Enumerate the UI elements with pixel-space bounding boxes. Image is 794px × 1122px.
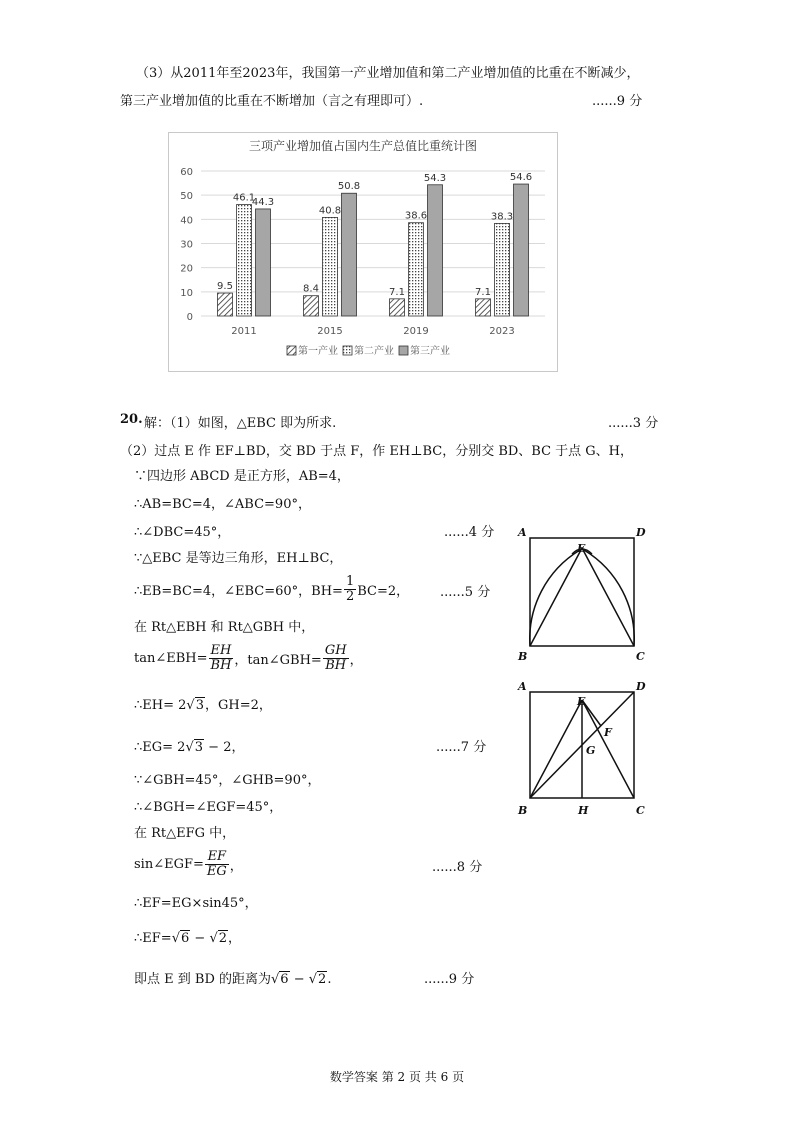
q20-line10: ∴EH= 2√3，GH=2， xyxy=(134,698,272,713)
y-tick-label: 0 xyxy=(186,312,193,323)
bar-chart xyxy=(168,132,558,372)
q20-line17-a: ∴EF= xyxy=(134,931,172,946)
q20-score1: ......3 分 xyxy=(608,416,659,431)
bar xyxy=(428,185,443,316)
data-label: 9.5 xyxy=(217,281,233,293)
q20-line15-b: ， xyxy=(229,858,243,874)
q20-line6: ∵△EBC 是等边三角形，EH⊥BC， xyxy=(134,551,343,566)
eg-den: EG xyxy=(206,863,227,879)
q20-line9-a: tan∠EBH= xyxy=(134,650,208,666)
bh-den: BH xyxy=(210,657,232,673)
q20-line7-a: ∴EB=BC=4，∠EBC=60°，BH= xyxy=(134,583,343,599)
y-tick-label: 10 xyxy=(180,287,193,299)
q20-score9: ......9 分 xyxy=(424,972,475,987)
fig2-label-c: C xyxy=(636,804,645,817)
q20-line17-minus: − xyxy=(190,931,210,946)
bar xyxy=(237,205,252,316)
x-tick-label: 2011 xyxy=(231,326,257,337)
chart-title: 三项产业增加值占国内生产总值比重统计图 xyxy=(248,139,478,153)
data-label: 44.3 xyxy=(251,196,275,208)
fig2-label-g: G xyxy=(586,744,596,757)
q20-line5: ∴∠DBC=45°， xyxy=(134,525,231,540)
gh-bh-fraction xyxy=(323,644,349,672)
half-num: 1 xyxy=(345,573,355,589)
data-label: 38.3 xyxy=(490,211,514,223)
page-footer: 数学答案 第 2 页 共 6 页 xyxy=(329,1070,465,1084)
q20-line18-a: 即点 E 到 BD 的距离为 xyxy=(134,972,271,987)
q20-line11-b: − 2， xyxy=(204,740,245,755)
q20-line17-b: ， xyxy=(228,931,242,946)
y-tick-label: 50 xyxy=(180,191,193,203)
q20-line11-a: ∴EG= 2 xyxy=(134,740,186,755)
legend-label: 第一产业 xyxy=(298,346,338,357)
q20-line17: ∴EF=√6 − √2， xyxy=(134,931,242,946)
figure-2 xyxy=(514,676,650,822)
q20-score7: ......7 分 xyxy=(436,740,487,755)
q20-line9-b: ，tan∠GBH= xyxy=(234,652,322,668)
sqrt3-radicand-2: 3 xyxy=(194,740,204,755)
q20-line11: ∴EG= 2√3 − 2， xyxy=(134,740,245,755)
data-label: 50.8 xyxy=(337,181,361,193)
q20-score4: ......4 分 xyxy=(444,525,495,540)
q20-line1: 解：（1）如图，△EBC 即为所求. xyxy=(144,416,337,431)
q20-line7-b: BC=2， xyxy=(357,583,410,599)
fig2-label-d: D xyxy=(636,680,646,693)
q20-line3: ∵四边形 ABCD 是正方形，AB=4， xyxy=(134,469,350,484)
bar xyxy=(218,293,233,316)
ef-eg-fraction xyxy=(205,850,229,878)
part3-score: ......9 分 xyxy=(592,94,643,109)
data-label: 38.6 xyxy=(404,210,428,222)
data-label: 7.1 xyxy=(389,286,405,298)
q20-line9 xyxy=(134,640,363,676)
y-tick-label: 20 xyxy=(180,263,193,275)
figure-1 xyxy=(514,524,646,664)
gh-num: GH xyxy=(324,642,347,658)
half-fraction xyxy=(344,575,356,603)
fig1-label-c: C xyxy=(636,650,645,663)
q20-line10-a: ∴EH= 2 xyxy=(134,698,187,713)
fig1-label-b: B xyxy=(518,650,528,663)
fig1-label-e: E xyxy=(577,542,586,555)
bar xyxy=(476,299,491,316)
eh-num: EH xyxy=(209,644,234,659)
q20-line18-b: . xyxy=(327,972,332,987)
q20-line7 xyxy=(134,572,409,606)
x-tick-label: 2023 xyxy=(489,326,515,337)
half-den: 2 xyxy=(345,588,355,604)
fig1-label-a: A xyxy=(518,526,527,539)
legend-swatch xyxy=(399,346,408,355)
q20-line18: 即点 E 到 BD 的距离为√6 − √2. xyxy=(134,972,332,987)
q20-line9-c: ， xyxy=(349,652,363,668)
bar xyxy=(323,217,338,316)
sqrt6-radicand-2: 6 xyxy=(280,972,289,987)
fig2-label-b: B xyxy=(518,804,528,817)
y-tick-label: 30 xyxy=(180,239,193,251)
fig1-label-d: D xyxy=(636,526,646,539)
q20-score8: ......8 分 xyxy=(432,860,483,875)
sqrt2-radicand-2: 2 xyxy=(318,972,327,987)
bar xyxy=(256,209,271,316)
bar xyxy=(495,223,510,316)
fig2-side-eb xyxy=(530,700,582,798)
x-tick-label: 2015 xyxy=(317,326,343,337)
sqrt2-radicand: 2 xyxy=(218,931,228,946)
y-tick-label: 60 xyxy=(180,167,193,178)
bar-chart-svg xyxy=(169,133,557,371)
data-label: 7.1 xyxy=(475,286,491,298)
q20-number: 20. xyxy=(120,412,143,427)
data-label: 46.1 xyxy=(232,192,256,204)
fig2-label-f: F xyxy=(604,726,612,739)
q20-line2: （2）过点 E 作 EF⊥BD，交 BD 于点 F，作 EH⊥BC，分别交 BD、BC 于点 G、H， xyxy=(120,444,634,459)
fig2-label-e: E xyxy=(577,695,586,708)
sqrt3-radicand: 3 xyxy=(195,698,204,713)
data-label: 54.3 xyxy=(423,172,447,184)
chart-y-ticks xyxy=(180,167,193,323)
data-label: 54.6 xyxy=(509,172,533,184)
ef-num: EF xyxy=(205,850,229,865)
q20-line10-b: ，GH=2， xyxy=(204,698,272,713)
legend-label: 第三产业 xyxy=(410,346,450,357)
sqrt6-radicand: 6 xyxy=(180,931,190,946)
eh-bh-fraction xyxy=(209,644,234,672)
data-label: 8.4 xyxy=(303,283,319,295)
bar xyxy=(390,299,405,316)
legend-label: 第二产业 xyxy=(354,346,394,357)
q20-line16: ∴EF=EG×sin45°， xyxy=(134,896,258,911)
q20-line15 xyxy=(134,846,243,882)
q20-line12: ∵∠GBH=45°，∠GHB=90°， xyxy=(134,773,321,788)
q20-line13: ∴∠BGH=∠EGF=45°， xyxy=(134,800,283,815)
part3-line1: （3）从2011年至2023年，我国第一产业增加值和第二产业增加值的比重在不断减少， xyxy=(136,66,640,81)
q20-line15-a: sin∠EGF= xyxy=(134,856,204,872)
fig2-label-a: A xyxy=(518,680,527,693)
bar xyxy=(514,184,529,316)
q20-line18-minus: − xyxy=(289,972,309,987)
q20-score5: ......5 分 xyxy=(440,585,491,600)
q20-line8: 在 Rt△EBH 和 Rt△GBH 中， xyxy=(134,620,315,635)
bar xyxy=(409,223,424,316)
fig2-label-h: H xyxy=(578,804,589,817)
legend-swatch xyxy=(287,346,296,355)
q20-line14: 在 Rt△EFG 中， xyxy=(134,826,236,841)
part3-line2: 第三产业增加值的比重在不断增加（言之有理即可）. xyxy=(120,94,424,109)
data-label: 40.8 xyxy=(318,205,342,217)
bar xyxy=(342,193,357,316)
q20-line4: ∴AB=BC=4，∠ABC=90°， xyxy=(134,497,311,512)
x-tick-label: 2019 xyxy=(403,326,429,337)
bar xyxy=(304,296,319,316)
legend-swatch xyxy=(343,346,352,355)
chart-legend xyxy=(287,344,450,357)
chart-x-ticks xyxy=(231,326,514,337)
y-tick-label: 40 xyxy=(180,215,193,227)
bh-den-2: BH xyxy=(325,657,347,673)
